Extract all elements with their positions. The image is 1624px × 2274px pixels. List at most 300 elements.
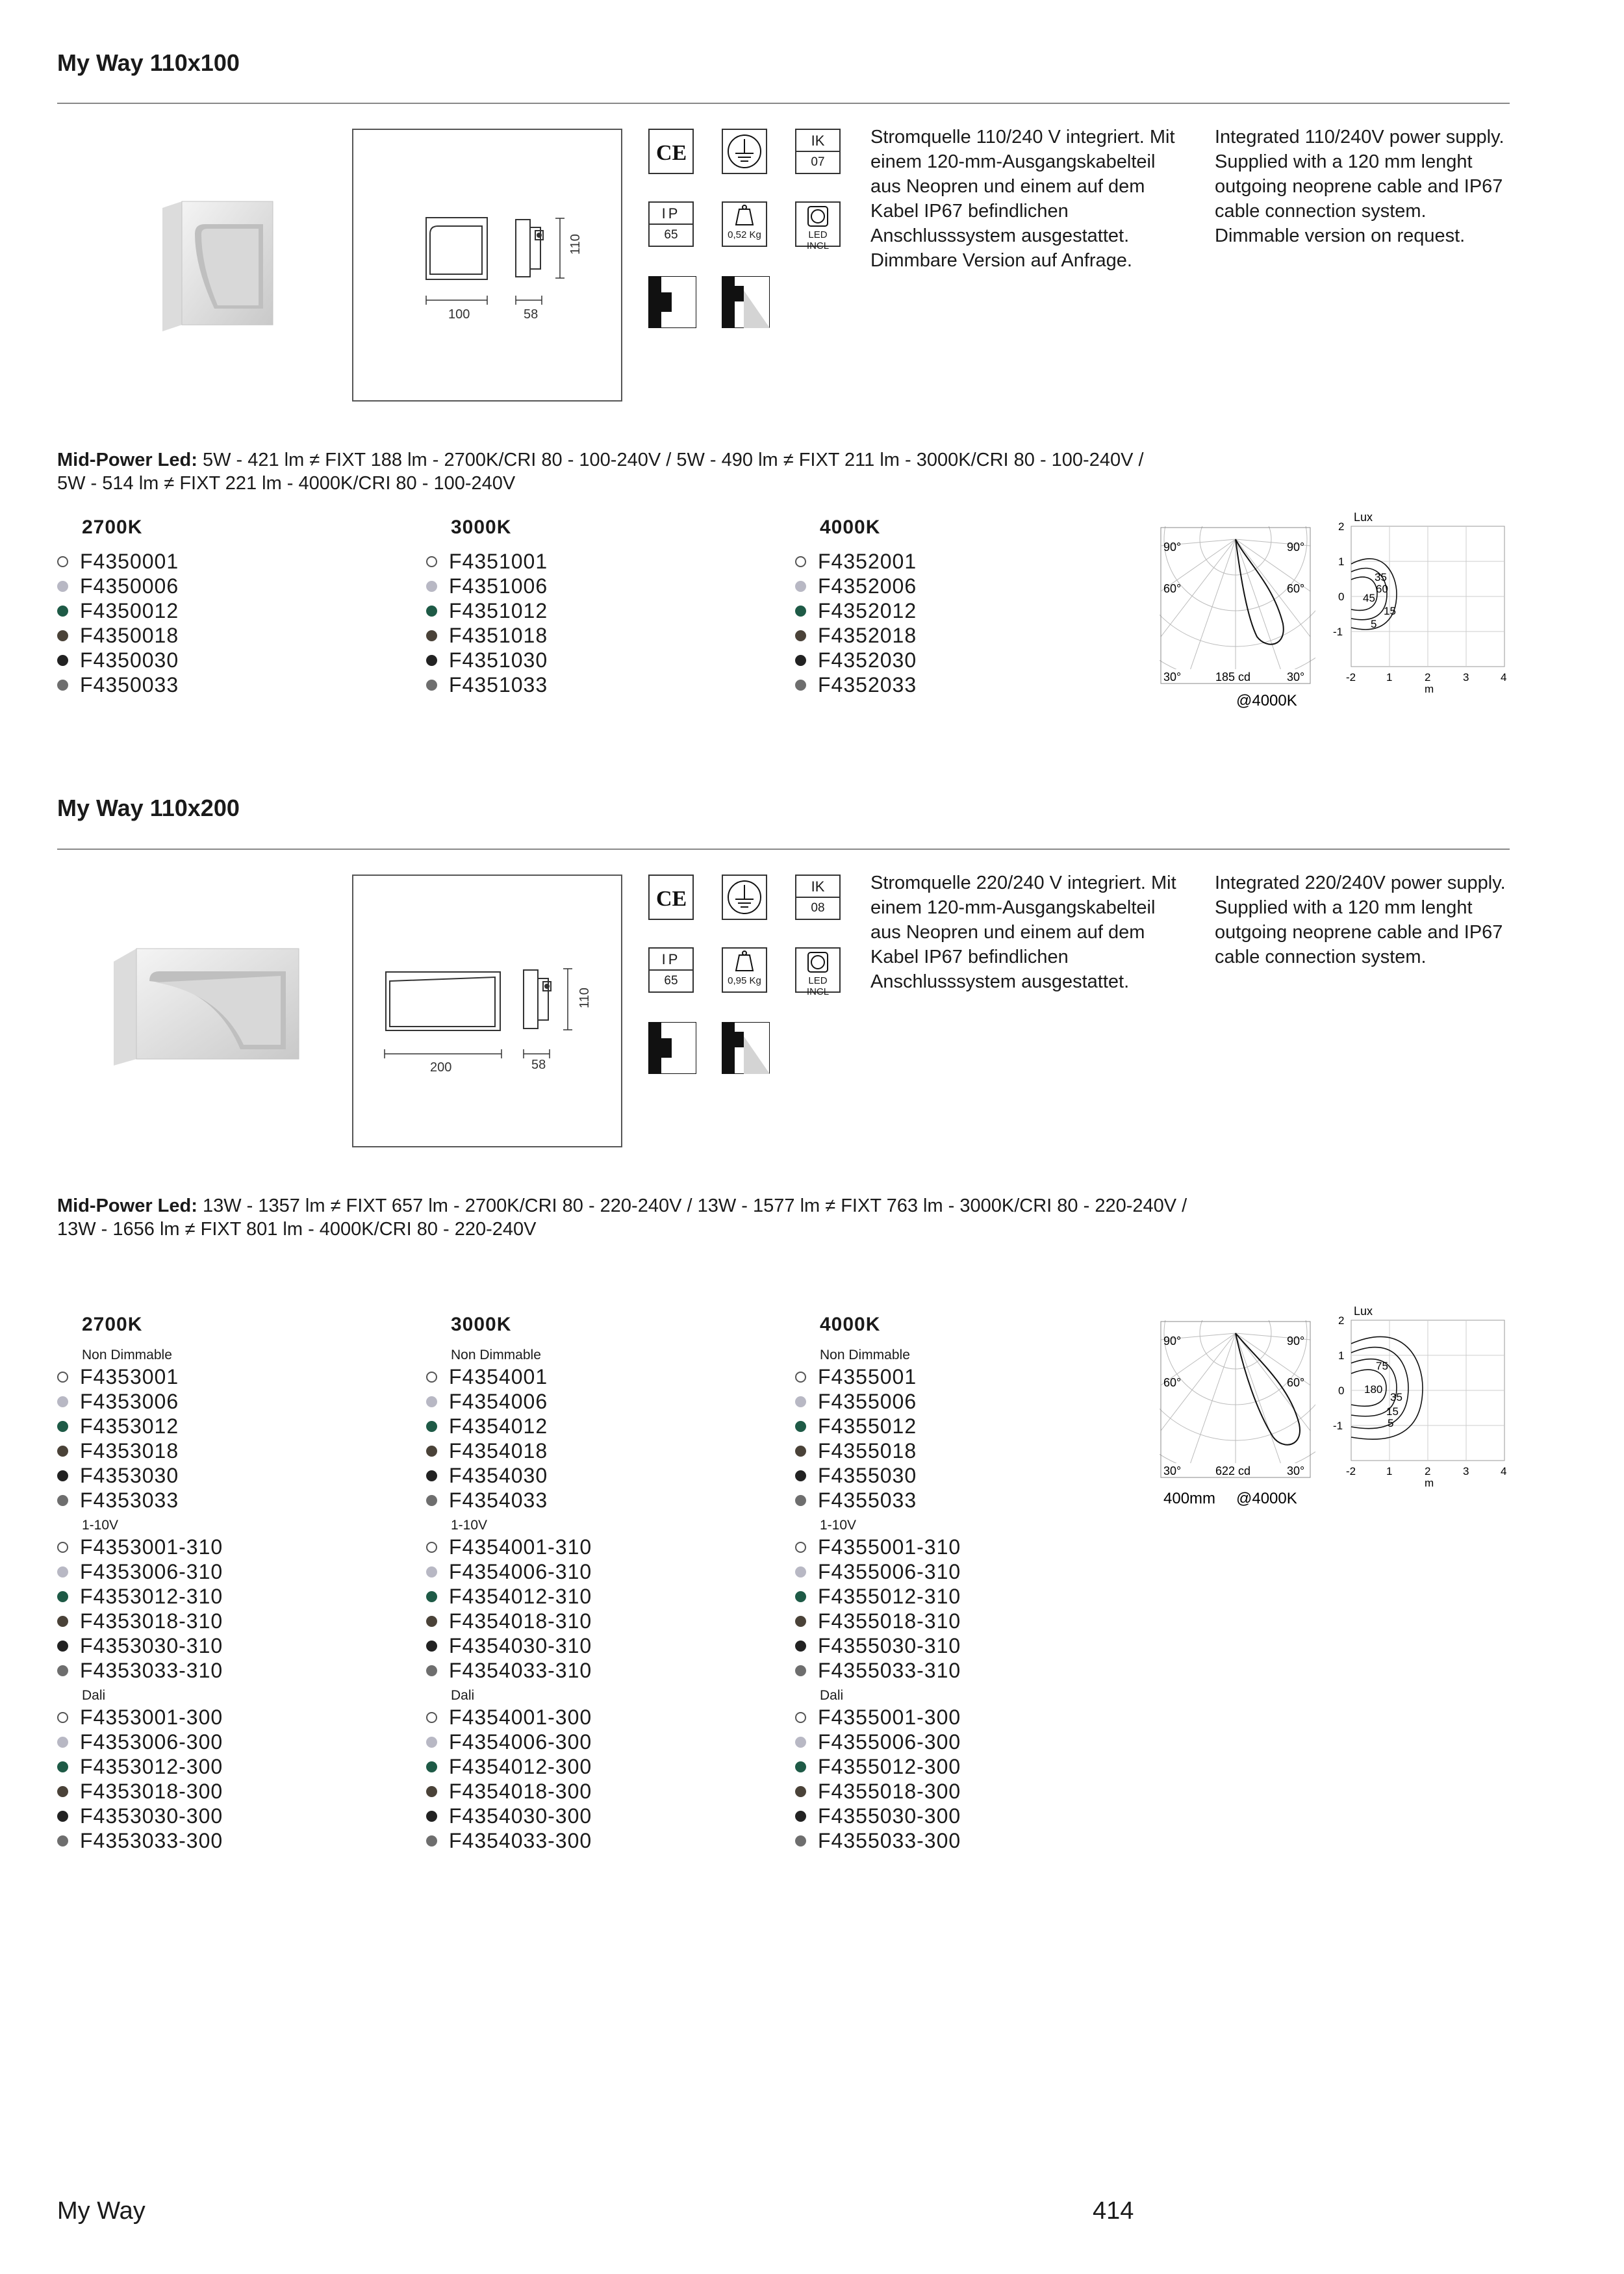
code-list <box>57 1535 223 1683</box>
polar-angle-90-right: 90° <box>1287 1335 1305 1348</box>
finish-swatch <box>426 630 437 641</box>
list-item <box>795 648 917 672</box>
product-code: F4355012-310 <box>818 1585 961 1608</box>
finish-swatch <box>57 556 68 567</box>
list-item <box>57 549 179 574</box>
finish-swatch <box>57 630 68 641</box>
list-item <box>426 648 548 672</box>
list-item <box>57 1535 223 1559</box>
product-code: F4351033 <box>449 673 548 696</box>
ik-rating-icon <box>795 875 841 920</box>
list-item <box>795 672 917 697</box>
product-code: F4355030-300 <box>818 1804 961 1828</box>
product-code: F4354033-310 <box>449 1659 592 1682</box>
finish-swatch <box>795 1372 806 1383</box>
product-code: F4353033-310 <box>80 1659 223 1682</box>
product-code: F4351001 <box>449 550 548 573</box>
finish-swatch <box>57 655 68 666</box>
finish-swatch <box>795 1566 806 1578</box>
product-code: F4354033-300 <box>449 1829 592 1852</box>
finish-swatch <box>795 1641 806 1652</box>
ip-value: 65 <box>664 228 678 242</box>
lux-x-tick: 2 <box>1425 1465 1431 1477</box>
ce-mark-icon <box>648 875 694 920</box>
code-list <box>426 1535 592 1683</box>
finish-swatch <box>426 1372 437 1383</box>
finish-swatch <box>426 1396 437 1407</box>
list-item <box>795 1389 961 1414</box>
product-code: F4350006 <box>80 574 179 598</box>
list-item <box>57 1584 223 1609</box>
finish-swatch <box>795 1591 806 1602</box>
product-code: F4354012 <box>449 1414 548 1438</box>
svg-text:CE: CE <box>656 141 687 165</box>
product-code: F4352001 <box>818 550 917 573</box>
product-1-spec <box>57 448 1486 495</box>
list-item <box>426 574 548 598</box>
product-code: F4351030 <box>449 648 548 672</box>
list-item <box>795 1438 961 1463</box>
lux-x-tick: 3 <box>1463 671 1469 683</box>
column-heading: 4000K <box>820 1314 881 1335</box>
list-item <box>426 1389 592 1414</box>
product-code: F4354018 <box>449 1439 548 1463</box>
finish-swatch <box>57 1665 68 1676</box>
finish-swatch <box>57 1786 68 1797</box>
polar-note: @4000K <box>1236 1490 1297 1507</box>
list-item <box>795 574 917 598</box>
product-code: F4354033 <box>449 1488 548 1512</box>
dim-height-label: 110 <box>577 988 592 1008</box>
dim-depth-label: 58 <box>531 1058 546 1072</box>
list-item <box>57 1414 223 1438</box>
list-item <box>426 1609 592 1633</box>
list-item <box>57 1633 223 1658</box>
list-item <box>57 1754 223 1779</box>
product-1-description-de: Stromquelle 110/240 V integriert. Mit einem 120-mm-Ausgangskabelteil aus Neopren und einem auf dem Kabel IP67 befindlichen Anschlusssystem ausgestattet. Dimmbare Version auf Anfrage. <box>870 127 1175 271</box>
code-list <box>795 549 917 697</box>
list-item <box>795 623 917 648</box>
finish-swatch <box>57 1591 68 1602</box>
finish-swatch <box>426 1641 437 1652</box>
finish-swatch <box>57 1372 68 1383</box>
finish-swatch <box>426 1737 437 1748</box>
list-item <box>426 1559 592 1584</box>
weight-icon <box>722 947 767 993</box>
finish-swatch <box>426 1591 437 1602</box>
product-code: F4353001 <box>80 1365 179 1388</box>
ip-label: IP <box>650 203 692 225</box>
ik-label: IK <box>796 130 839 152</box>
ik-rating-icon <box>795 129 841 174</box>
spec-line-2: 13W - 1656 lm ≠ FIXT 801 lm - 4000K/CRI 80 - 220-240V <box>57 1219 537 1240</box>
list-item <box>426 672 548 697</box>
finish-swatch <box>426 1495 437 1506</box>
dim-width-label: 200 <box>430 1060 452 1075</box>
polar-angle-60-left: 60° <box>1163 582 1182 595</box>
finish-swatch <box>426 1542 437 1553</box>
product-code: F4354018-300 <box>449 1780 592 1803</box>
product-code: F4352030 <box>818 648 917 672</box>
polar-angle-90-left: 90° <box>1163 1335 1182 1348</box>
polar-angle-60-left: 60° <box>1163 1376 1182 1389</box>
finish-swatch <box>57 680 68 691</box>
list-item <box>57 598 179 623</box>
list-item <box>795 598 917 623</box>
lux-x-tick: 4 <box>1501 1465 1507 1477</box>
spec-line-1: 13W - 1357 lm ≠ FIXT 657 lm - 2700K/CRI 80 - 220-240V / 13W - 1577 lm ≠ FIXT 763 lm - 3000K/CRI 80 - 220-240V / <box>197 1195 1187 1216</box>
lux-contour-label: 180 <box>1364 1383 1383 1396</box>
ip-value: 65 <box>664 974 678 988</box>
lux-y-tick: 1 <box>1338 556 1345 568</box>
list-item <box>426 598 548 623</box>
list-item <box>795 1828 961 1853</box>
finish-swatch <box>795 630 806 641</box>
lux-y-tick: 1 <box>1338 1349 1345 1362</box>
product-2-polar-diagram <box>1160 1320 1315 1515</box>
product-code: F4353012-300 <box>80 1755 223 1778</box>
list-item <box>57 1658 223 1683</box>
footer-page-number: 414 <box>1093 2197 1134 2225</box>
column-heading: 2700K <box>82 1314 143 1335</box>
polar-angle-60-right: 60° <box>1287 582 1305 595</box>
spec-label: Mid-Power Led: <box>57 1195 197 1216</box>
lux-contour-label: 60 <box>1376 583 1388 595</box>
product-code: F4354030-300 <box>449 1804 592 1828</box>
product-code: F4353001-300 <box>80 1706 223 1729</box>
lux-contour-label: 45 <box>1363 592 1375 604</box>
product-1-photo <box>156 195 279 344</box>
finish-swatch <box>57 581 68 592</box>
code-list <box>426 1705 592 1853</box>
polar-candela-label: 622 cd <box>1215 1464 1251 1477</box>
polar-angle-30-left: 30° <box>1163 671 1182 683</box>
product-code: F4350018 <box>80 624 179 647</box>
dimming-group-label: 1-10V <box>451 1518 488 1533</box>
product-code: F4350012 <box>80 599 179 622</box>
ik-value: 08 <box>811 901 825 915</box>
finish-swatch <box>426 1470 437 1481</box>
product-code: F4353030 <box>80 1464 179 1487</box>
finish-swatch <box>57 1835 68 1846</box>
polar-angle-30-right: 30° <box>1287 1464 1305 1477</box>
finish-swatch <box>426 1786 437 1797</box>
product-code: F4354006 <box>449 1390 548 1413</box>
list-item <box>795 1488 961 1513</box>
product-2-drawing-box <box>352 875 622 1147</box>
finish-swatch <box>795 1495 806 1506</box>
finish-swatch <box>795 1446 806 1457</box>
product-2-description-en: Integrated 220/240V power supply. Supplied with a 120 mm lenght outgoing neoprene cable and IP67 cable connection system. <box>1215 873 1506 967</box>
product-code: F4355006-310 <box>818 1560 961 1583</box>
finish-swatch <box>795 1542 806 1553</box>
lux-y-tick: -1 <box>1333 1420 1343 1432</box>
lux-contour-label: 35 <box>1390 1391 1402 1403</box>
list-item <box>57 672 179 697</box>
code-list <box>795 1535 961 1683</box>
dim-width-label: 100 <box>448 307 470 322</box>
weight-value: 0,95 Kg <box>728 975 761 986</box>
finish-swatch <box>57 1761 68 1772</box>
product-1-column-2700k <box>57 517 179 697</box>
svg-text:CE: CE <box>656 887 687 911</box>
product-code: F4355033 <box>818 1488 917 1512</box>
product-code: F4353006-300 <box>80 1730 223 1754</box>
finish-swatch <box>57 1470 68 1481</box>
list-item <box>57 1609 223 1633</box>
lux-y-tick: 0 <box>1338 591 1345 603</box>
product-code: F4353033 <box>80 1488 179 1512</box>
ik-value: 07 <box>811 155 825 169</box>
column-heading: 2700K <box>82 517 143 538</box>
list-item <box>426 1779 592 1804</box>
list-item <box>795 1779 961 1804</box>
finish-swatch <box>57 1542 68 1553</box>
ik-label: IK <box>796 876 839 898</box>
product-2-column-2700k <box>57 1314 223 1853</box>
finish-swatch <box>426 1421 437 1432</box>
dim-height-label: 110 <box>568 234 583 255</box>
lux-x-tick: -2 <box>1346 671 1356 683</box>
list-item <box>795 1559 961 1584</box>
recessed-install-icon <box>648 1022 696 1074</box>
product-code: F4355030-310 <box>818 1634 961 1657</box>
list-item <box>795 549 917 574</box>
lux-title: Lux <box>1354 1305 1373 1318</box>
finish-swatch <box>795 1712 806 1723</box>
list-item <box>426 1463 592 1488</box>
finish-swatch <box>57 1566 68 1578</box>
product-code: F4353018-300 <box>80 1780 223 1803</box>
product-2-column-4000k <box>795 1314 961 1853</box>
polar-note-mm: 400mm <box>1163 1490 1216 1507</box>
product-1-dimension-drawing <box>353 130 621 400</box>
finish-swatch <box>795 1737 806 1748</box>
polar-angle-60-right: 60° <box>1287 1376 1305 1389</box>
finish-swatch <box>57 1616 68 1627</box>
product-code: F4355018-300 <box>818 1780 961 1803</box>
finish-swatch <box>426 1665 437 1676</box>
finish-swatch <box>426 606 437 617</box>
led-included-icon <box>795 201 841 251</box>
list-item <box>426 1705 592 1730</box>
finish-swatch <box>795 655 806 666</box>
product-code: F4353030-300 <box>80 1804 223 1828</box>
finish-swatch <box>795 606 806 617</box>
finish-swatch <box>795 1835 806 1846</box>
product-code: F4354012-300 <box>449 1755 592 1778</box>
light-beam-icon <box>722 276 770 328</box>
list-item <box>57 1389 223 1414</box>
product-code: F4355006 <box>818 1390 917 1413</box>
polar-angle-90-left: 90° <box>1163 541 1182 554</box>
finish-swatch <box>426 655 437 666</box>
product-code: F4350030 <box>80 648 179 672</box>
ce-mark-icon <box>648 129 694 174</box>
product-code: F4353018-310 <box>80 1609 223 1633</box>
dimming-group-label: 1-10V <box>820 1518 857 1533</box>
code-list <box>57 1705 223 1853</box>
finish-swatch <box>795 1470 806 1481</box>
finish-swatch <box>426 1566 437 1578</box>
list-item <box>795 1633 961 1658</box>
list-item <box>57 623 179 648</box>
product-2-divider <box>57 849 1510 850</box>
list-item <box>57 1828 223 1853</box>
list-item <box>426 1633 592 1658</box>
product-1-column-3000k <box>426 517 548 697</box>
product-code: F4355012 <box>818 1414 917 1438</box>
product-code: F4354018-310 <box>449 1609 592 1633</box>
dimming-group-label: Non Dimmable <box>451 1348 541 1362</box>
list-item <box>426 549 548 574</box>
product-2-lux-diagram <box>1332 1301 1514 1502</box>
finish-swatch <box>795 680 806 691</box>
product-1-polar-diagram <box>1160 526 1315 715</box>
light-beam-icon <box>722 1022 770 1074</box>
polar-angle-30-right: 30° <box>1287 671 1305 683</box>
finish-swatch <box>57 1446 68 1457</box>
product-code: F4354030-310 <box>449 1634 592 1657</box>
lux-x-tick: -2 <box>1346 1465 1356 1477</box>
product-code: F4355033-310 <box>818 1659 961 1682</box>
product-code: F4351006 <box>449 574 548 598</box>
product-code: F4354012-310 <box>449 1585 592 1608</box>
product-code: F4355018-310 <box>818 1609 961 1633</box>
finish-swatch <box>57 1396 68 1407</box>
product-code: F4355018 <box>818 1439 917 1463</box>
lux-contour-label: 15 <box>1384 605 1396 617</box>
list-item <box>57 1559 223 1584</box>
finish-swatch <box>795 1421 806 1432</box>
list-item <box>57 1438 223 1463</box>
lux-unit: m <box>1425 1477 1434 1489</box>
finish-swatch <box>57 1641 68 1652</box>
product-1-lux-diagram <box>1332 507 1514 708</box>
product-1-description-en: Integrated 110/240V power supply. Supplied with a 120 mm lenght outgoing neoprene cable and IP67 cable connection system. Dimmable version on request. <box>1215 127 1504 246</box>
finish-swatch <box>426 556 437 567</box>
list-item <box>57 1779 223 1804</box>
list-item <box>795 1463 961 1488</box>
product-code: F4354001-300 <box>449 1706 592 1729</box>
recessed-install-icon <box>648 276 696 328</box>
product-code: F4353018 <box>80 1439 179 1463</box>
product-code: F4352033 <box>818 673 917 696</box>
lux-x-tick: 4 <box>1501 671 1507 683</box>
lux-contour-label: 35 <box>1375 571 1387 583</box>
product-code: F4353006-310 <box>80 1560 223 1583</box>
list-item <box>795 1584 961 1609</box>
list-item <box>426 1438 592 1463</box>
list-item <box>795 1364 961 1389</box>
lux-x-tick: 3 <box>1463 1465 1469 1477</box>
led-incl-label: LED INCL <box>806 229 830 251</box>
lux-title: Lux <box>1354 511 1373 524</box>
lux-x-tick: 2 <box>1425 671 1431 683</box>
product-code: F4354006-300 <box>449 1730 592 1754</box>
list-item <box>57 574 179 598</box>
product-code: F4355033-300 <box>818 1829 961 1852</box>
product-2-title: My Way 110x200 <box>57 795 240 821</box>
list-item <box>426 1658 592 1683</box>
list-item <box>795 1754 961 1779</box>
lux-y-tick: 0 <box>1338 1385 1345 1397</box>
list-item <box>426 1584 592 1609</box>
dim-depth-label: 58 <box>524 307 539 322</box>
finish-swatch <box>795 1665 806 1676</box>
ground-symbol-icon <box>722 129 767 174</box>
product-code: F4352018 <box>818 624 917 647</box>
product-code: F4350001 <box>80 550 179 573</box>
list-item <box>426 1535 592 1559</box>
lux-y-tick: -1 <box>1333 626 1343 638</box>
list-item <box>426 1488 592 1513</box>
code-list <box>795 1705 961 1853</box>
finish-swatch <box>795 556 806 567</box>
lux-x-tick: 1 <box>1386 671 1393 683</box>
list-item <box>57 1804 223 1828</box>
lux-y-tick: 2 <box>1338 520 1345 533</box>
lux-contour-label: 75 <box>1376 1360 1388 1372</box>
polar-candela-label: 185 cd <box>1215 671 1251 683</box>
spec-label: Mid-Power Led: <box>57 450 197 470</box>
lux-unit: m <box>1425 683 1434 695</box>
code-list <box>795 1364 961 1513</box>
product-code: F4352012 <box>818 599 917 622</box>
product-1-column-4000k <box>795 517 917 697</box>
finish-swatch <box>795 1786 806 1797</box>
finish-swatch <box>57 606 68 617</box>
finish-swatch <box>57 1421 68 1432</box>
list-item <box>426 1730 592 1754</box>
footer-series-name: My Way <box>57 2197 146 2225</box>
code-list <box>57 1364 223 1513</box>
led-included-icon <box>795 947 841 997</box>
product-code: F4355012-300 <box>818 1755 961 1778</box>
list-item <box>57 1488 223 1513</box>
list-item <box>795 1609 961 1633</box>
finish-swatch <box>795 1396 806 1407</box>
product-code: F4353030-310 <box>80 1634 223 1657</box>
dimming-group-label: Non Dimmable <box>82 1348 172 1362</box>
finish-swatch <box>426 1761 437 1772</box>
list-item <box>57 648 179 672</box>
product-code: F4352006 <box>818 574 917 598</box>
ip-rating-icon <box>648 947 694 993</box>
finish-swatch <box>426 680 437 691</box>
finish-swatch <box>426 1446 437 1457</box>
finish-swatch <box>426 1712 437 1723</box>
product-code: F4354006-310 <box>449 1560 592 1583</box>
product-code: F4350033 <box>80 673 179 696</box>
dimming-group-label: Dali <box>82 1688 106 1703</box>
list-item <box>795 1414 961 1438</box>
finish-swatch <box>795 1761 806 1772</box>
lux-y-tick: 2 <box>1338 1314 1345 1327</box>
product-1-title: My Way 110x100 <box>57 49 240 76</box>
list-item <box>57 1705 223 1730</box>
list-item <box>795 1730 961 1754</box>
list-item <box>426 1754 592 1779</box>
product-1-divider <box>57 103 1510 104</box>
column-heading: 3000K <box>451 1314 512 1335</box>
finish-swatch <box>57 1737 68 1748</box>
list-item <box>795 1705 961 1730</box>
lux-contour-label: 15 <box>1386 1405 1399 1418</box>
dimming-group-label: 1-10V <box>82 1518 119 1533</box>
led-incl-label: LED INCL <box>806 975 830 997</box>
product-code: F4353006 <box>80 1390 179 1413</box>
